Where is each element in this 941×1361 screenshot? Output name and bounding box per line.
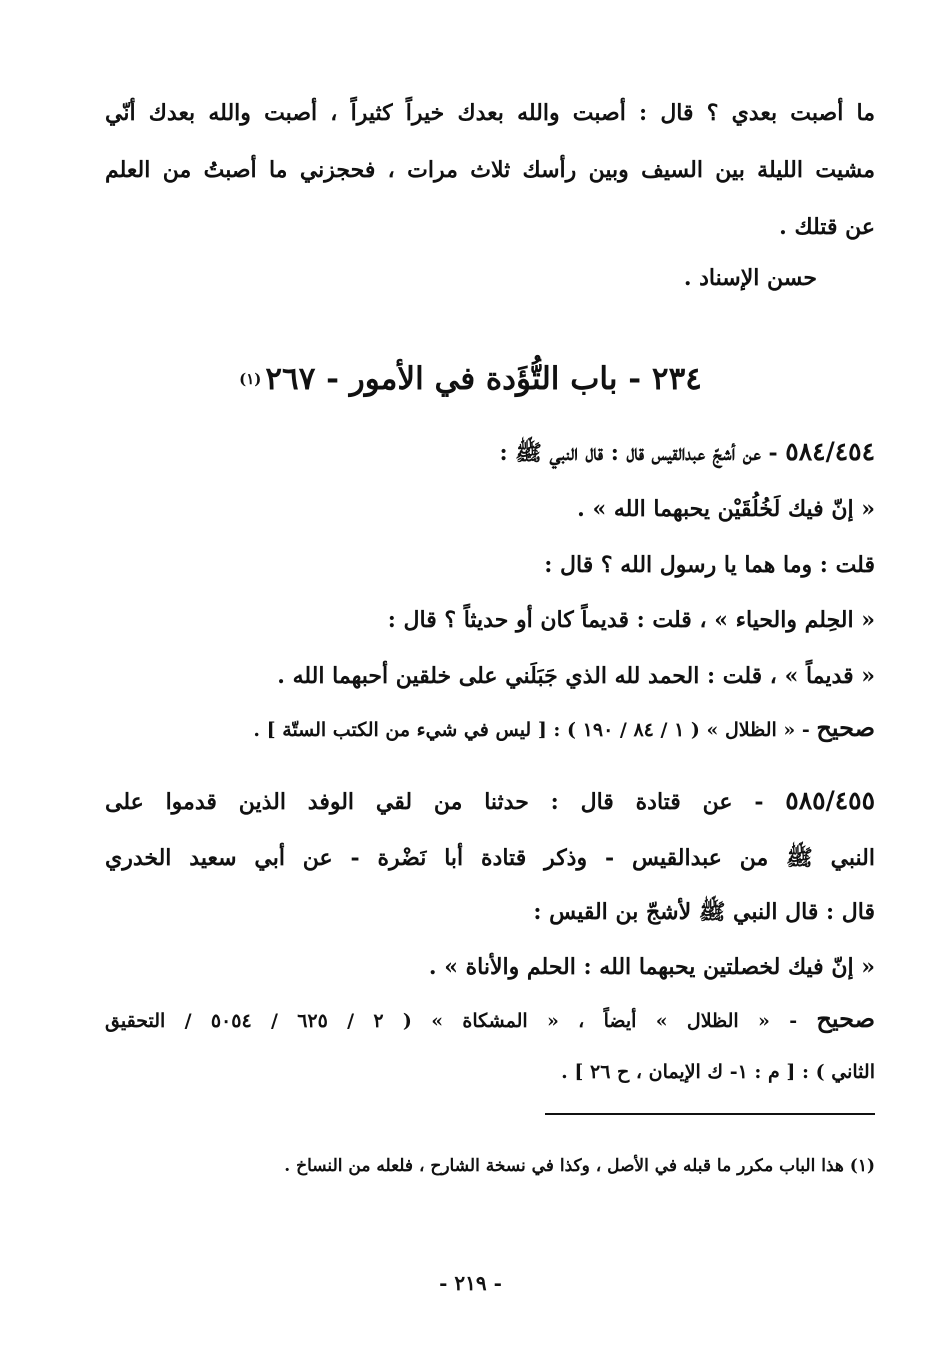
grade-text: - « الظلال » أيضاً ، « المشكاة » ( ٢ / ٦٢٥ / ٥٠٥٤ / التحقيق <box>105 1010 817 1032</box>
hadith-455-line-1 <box>105 785 875 818</box>
hadith-number: ٥٨٤/٤٥٤ <box>785 437 875 466</box>
intro-line-2: مشيت الليلة بين السيف وبين رأسك ثلاث مرات ، فحجزني ما أصبتُ من العلم <box>105 157 875 183</box>
chapter-title <box>0 357 941 401</box>
footnote-divider <box>545 1113 875 1115</box>
hadith-454-line-4: « الحِلم والحياء » ، قلت : قديماً كان أو حديثاً ؟ قال : <box>387 607 875 633</box>
hadith-454-line-3: قلت : وما هما يا رسول الله ؟ قال : <box>544 552 875 578</box>
chapter-title-text: ٢٣٤ - باب التُّؤَدة في الأمور - ٢٦٧ <box>265 361 702 397</box>
hadith-455-line-3: قال : قال النبي ﷺ لأشجّ بن القيس : <box>533 899 875 925</box>
footnote-ref: (١) <box>239 370 262 388</box>
hadith-454-line-1 <box>500 436 876 469</box>
hadith-454-line-2: « إنّ فيك لَخُلُقَيْن يحبهما الله » . <box>577 496 875 522</box>
hadith-455-line-4: « إنّ فيك لخصلتين يحبهما الله : الحلم والأناة » . <box>428 954 875 980</box>
hadith-455-line-2: النبي ﷺ من عبدالقيس - وذكر قتادة أبا نَضْرة - عن أبي سعيد الخدري <box>105 845 875 871</box>
hadith-455-grade <box>105 1003 875 1037</box>
intro-line-1: ما أصبت بعدي ؟ قال : أصبت والله بعدك خيراً كثيراً ، أصبت والله بعدك أنّي <box>105 100 875 126</box>
hadith-455-grade-line-2: الثاني ) : [ م : ١- ك الإيمان ، ح ٢٦ ] . <box>561 1061 875 1083</box>
hadith-454-line-5: « قديماً » ، قلت : الحمد لله الذي جَبَلَني على خلقين أحبهما الله . <box>277 663 875 689</box>
grade-label: صحيح <box>816 1004 876 1033</box>
hadith-text: - عن أشجّ عبدالقيس قال : قال النبي ﷺ : <box>499 440 786 466</box>
grade-label: صحيح <box>816 713 875 742</box>
footnote-text: (١) هذا الباب مكرر ما قبله في الأصل ، وكذا في نسخة الشارح ، فلعله من النساخ . <box>284 1156 875 1176</box>
grade-text: - « الظلال » ( ١ / ٨٤ / ١٩٠ ) : [ ليس في شيء من الكتب الستّة ] . <box>253 719 817 741</box>
hadith-text: - عن قتادة قال : حدثنا من لقي الوفد الذين قدموا على <box>105 789 786 815</box>
hadith-454-grade <box>253 712 875 746</box>
intro-line-3: عن قتلك . <box>779 214 875 240</box>
page-number: - ٢١٩ - <box>439 1271 502 1295</box>
intro-grade: حسن الإسناد . <box>683 265 817 291</box>
hadith-number: ٥٨٥/٤٥٥ <box>785 786 875 815</box>
